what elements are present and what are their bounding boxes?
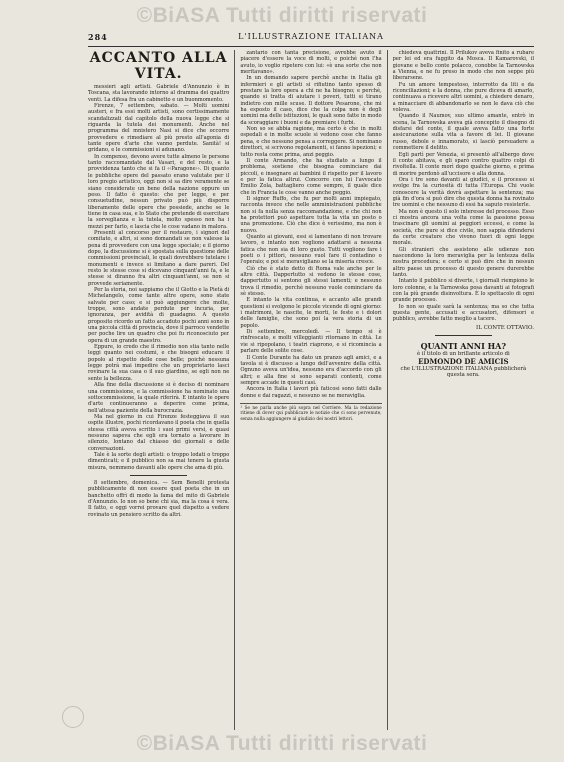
paragraph: Firenze, 7 settembre, sabato. — Molti uomini austeri, e fra essi molti artisti, sono certissimamente scandalizzati dal capitolo della nuova legge che si riguarda la tutela dei monumenti. Anche nel programma del mnistero Nasi si dice che occorre provvedere e rimediare al più presto all'agonia di tante opere d'arte che vanno perdute. Sanità! si gridano, e le commissioni si adunano. bbox=[88, 103, 230, 154]
column-divider bbox=[234, 50, 235, 730]
paragraph: messieri agli artisti. Gabriele d'Annunzio è in Toscana, sta lavorando intorno al dramma dei quattro venti. La difesa fra un cabinetto e un buonmomento. bbox=[88, 84, 230, 103]
watermark-bottom: ©BiASA Tutti diritti riservati bbox=[136, 732, 428, 755]
paragraph: Non so se abbia ragione, ma certo è che in molti ospedali e in molte scuole si vedono cose che fanno pena, e che nessuno pensa a correggere. Si nominano direttori, si scrivono regolamenti, si fanno ispezioni; e tutto resta come prima, anzi peggio. bbox=[240, 126, 382, 158]
paragraph: Il conte Armando, che ha studiato a lungo il problema, sostiene che bisogna cominciare dai piccoli, e insegnare ai bambini il rispetto per il lavoro e per la fatica altrui. Concorre con lui l'avvocato Emilio Zola, battagliero come sempre, il quale dice che in Francia le cose vanno anche peggio. bbox=[240, 157, 382, 196]
column-1 bbox=[88, 50, 229, 730]
paragraph: Intanto il pubblico si diverte, i giornali riempiono le loro colonne, e la Tarnowska posa davanti ai fotografi con la più grande disinvoltura. È lo spettacolo di ogni grande processo. bbox=[392, 278, 534, 304]
section-rule bbox=[435, 335, 492, 336]
paragraph: Il Conte Durante ha dato un pranzo agli amici, e a tavola si è discusso a lungo dell'avvenire della città. Ognuno aveva un'idea, nessuno era d'accordo con gli altri; e alla fine si sono separati contenti, come sempre accade in questi casi. bbox=[240, 354, 382, 386]
journal-title: L'ILLUSTRAZIONE ITALIANA bbox=[238, 32, 384, 41]
paragraph: Eppure, io credo che il rimedio non stia tanto nelle leggi quanto nei costumi, e che bisogni educare il popolo al rispetto delle cose belle; poichè nessuna legge potrà mai impedire che un proprietario lasci rovinare la sua casa o il suo giardino, se egli non ne sente la bellezza. bbox=[88, 344, 230, 382]
paragraph: Io non so quale sarà la sentenza; ma so che tutta questa gente, accusati e accusatori, difensori e pubblico, avrebbe fatto meglio a tacere. bbox=[392, 303, 534, 323]
page-number: 284 bbox=[88, 32, 108, 42]
paragraph: Il signor Ruffo, che fu per molti anni impiegato, racconta invece che nelle amministrazioni pubbliche non si fa nulla senza raccomandazione, e che chi non ha protettori può aspettare tutta la vita un posto o una promozione. Ciò che dice è verissimo, ma non è nuovo. bbox=[240, 195, 382, 234]
paragraph: Alla fine della discussione si è deciso di nominare una commissione, e la commissione ha nominato una sottocommissione, la quale riferirà. E intanto le opere d'arte continueranno a deperire come prima, nell'attesa paziente della burocrazia. bbox=[88, 382, 230, 414]
paragraph: Quanto ai giovani, essi si lamentano di non trovare lavoro, e intanto non vogliono adattarsi a nessuna fatica che non sia di loro gusto. Tutti vogliono fare i poeti o i pittori, nessuno vuol fare il contadino o l'operaio; e poi si meravigliano se la miseria cresce. bbox=[240, 233, 382, 266]
paragraph: Ora i tre sono davanti ai giudici, e il processo si svolge fra la curiosità di tutta l'Europa. Chi vuole conoscere la verità dovrà aspettare la sentenza; ma già fin d'ora si può dire che questa donna ha rovinato tre uomini e che nessuno di essi ha saputo resisterle. bbox=[392, 176, 534, 209]
box-line-1: è il titolo di un brillante articolo di bbox=[416, 351, 510, 358]
paragraph: zantario con tanta precisione, avrebbe avuto il piacere d'essere la voce di molti, e poichè non l'ha avuto, io voglio ripetere con lui: «è una sorte che non meritavano». bbox=[240, 50, 382, 76]
section-rule bbox=[130, 475, 187, 476]
paragraph: chiedeva quattrini. Il Prilukov aveva finito a rubare per lei ed era fuggito da Mosca. Il Kamarovski, il giovane e bello conte polacco, conobbe la Tarnowska a Vienna, e ne fu preso in modo che non seppe più liberarsene. bbox=[392, 50, 534, 82]
column-2 bbox=[240, 50, 381, 730]
box-title: QUANTI ANNI HA? bbox=[420, 341, 507, 352]
footnote: ¹ Se ne parla anche più sopra nel Corriere. Ma la redazione ritiene di dover qui pubblicare le notizie che ci sono pervenute, senza nulla aggiungere al giudizio dei nostri lettori. bbox=[240, 403, 381, 422]
article-columns bbox=[88, 50, 534, 730]
paragraph: Di settembre, mercoledì. — Il tempo si è rinfrescato, e molti villeggianti ritornano in città. Le vie si ripopolano, i teatri riaprono, e si ricomincia a parlare delle solite cose. bbox=[240, 329, 382, 355]
box-author: EDMONDO DE AMICIS bbox=[418, 356, 509, 366]
paragraph: In compenso, devono avere tutte almeno le persone tanto raccomandate dal Vasari, e del resto, e la provvidenza tanto che si fa il ‹‹Paragone››. Di quanto le pubbliche opere del passato erano valutate per il loro pregio artistico, oggi non si sa dire veramente se siano considerate un bene della nazione oppure un peso. Il fatto è questo: che per legge, e per consuetudine, nessun privato può più disporre liberamente delle opere che possiede, anche se le tiene in casa sua, e lo Stato che pretende di esercitare la sorveglianza e la tutela, molto spesso non ha i mezzi per farlo, e lascia che le cose vadano in malora. bbox=[88, 153, 230, 230]
library-stamp bbox=[62, 706, 84, 728]
page-header bbox=[88, 32, 534, 47]
paragraph: Ancora in Italia i lavori più faticosi sono fatti dalle donne e dai ragazzi, e nessuno se ne meraviglia. bbox=[240, 386, 382, 399]
paragraph: Ciò che è stato detto di Roma vale anche per le altre città. Dappertutto si vedono le stesse cose, dappertutto si sentono gli stessi lamenti; e nessuno trova il rimedio, perchè nessuno vuole cominciare da sè stesso. bbox=[240, 265, 382, 298]
column-divider bbox=[387, 50, 388, 730]
paragraph: Egli partì per Venezia, si presentò all'albergo dove il conte abitava, e gli sparò contro quattro colpi di rivoltella. Il conte morì dopo qualche giorno, e prima di morire perdonò all'uccisore e alla donna. bbox=[392, 151, 534, 177]
paragraph: E intanto la vita continua, e accanto alle grandi questioni si svolgono le piccole vicende di ogni giorno: i matrimoni, le nascite, le morti, le feste e i dolori delle famiglie, che sono poi la vera storia di un popolo. bbox=[240, 297, 382, 329]
paragraph: Ma nel giorno in cui Firenze festeggiava il suo ospite illustre, pochi ricordavano il poeta che in quella stessa città aveva scritto i suoi primi versi, e quasi nessuno sapeva che egli era tornato a lavorare in silenzio, lontano dal chiasso dei giornali e delle conversazioni. bbox=[88, 413, 230, 452]
paragraph: 8 settembre, domenica. — Sem Benelli protesta pubblicamente di non essere quel poeta che in un banchetto offrì di modo la fama del mito di Gabriele d'Annunzio. Io non so bene chi sia, ma la cosa è vera. Il fatto, e oggi vorrei provare quel dispetto a vedere rovinato un pensiero scritto da altri. bbox=[88, 479, 230, 518]
paragraph: Fu un amore tempestoso, interrotto da liti e da riconciliazioni; e la donna, che pure diceva di amarlo, continuava a ricevere altri uomini, a chiedere denaro, a minacciare di abbandonarlo se non le dava ciò che voleva. bbox=[392, 81, 534, 114]
paragraph: In un domando sapere perchè anche in Italia gli infermieri e gli artisti si rifiutino tanto spesso di prestare la loro opera a chi ne ha bisogno; e perchè, quando si tratta di aiutare i poveri, tutti si tirano indietro con mille scuse. Il dottore Pesarone, che mi ha esposto il caso, dice che la colpa non è degli uomini ma delle istituzioni, le quali sono fatte in modo da scoraggiare i buoni e da premiare i furbi. bbox=[240, 75, 382, 126]
paragraph: Ma non è questo il solo interesse del processo. Esso ci mostra ancora una volta come la passione possa trascinare gli uomini ai peggiori eccessi, e come la società, che pure si dice civile, non sappia difendersi da certe creature che vivono fuori di ogni legge morale. bbox=[392, 208, 534, 247]
paragraph: Quando il Naumov, suo ultimo amante, entrò in scena, la Tarnowska aveva già concepito il disegno di disfarsi del conte, il quale aveva fatto una forte assicurazione sulla vita a favore di lei. Il giovane russo, debole e innamorato, si lasciò persuadere a commettere il delitto. bbox=[392, 113, 534, 152]
watermark: ©BiASA Tutti diritti riservati bbox=[136, 4, 428, 27]
box-line-2: che L'ILLUSTRAZIONE ITALIANA pubblicherà questa sera. bbox=[400, 365, 527, 378]
paragraph: Gli stranieri che assistono alle udienze non nascondono la loro meraviglia per la lentezza della nostra procedura; e certo si può dire che in nessun altro paese un processo di questo genere durerebbe tanto. bbox=[392, 246, 534, 279]
paragraph: Presenti al concorso per il restauro, i signori del comitato, e altri, si sono domandati se non valesse la pena di provvedere con una legge speciale; e il giorno dopo, la discussione si è spostata sulla questione delle commissioni provinciali, le quali dovrebbero tutelare i monumenti e invece si limitano a dare pareri. Del resto le stesse cose si dicevano cinquant'anni fa, e le stesse si diranno fra altri cinquant'anni, se non si provvede seriamente. bbox=[88, 229, 230, 287]
column-3 bbox=[393, 50, 534, 730]
paragraph: Tale è la sorte degli artisti: o troppo lodati o troppo dimenticati; e il pubblico non sa mai tenere la giusta misura, nemmeno davanti alle opere che ama di più. bbox=[88, 451, 230, 471]
article-title: ACCANTO ALLA VITA. bbox=[89, 50, 228, 82]
paragraph: Per la storia, noi sappiamo che il Giotto e la Pietà di Michelangelo, come tante altre opere, sono state salvate per caso; e si può aggiungere che molte, troppe, sono andate perdute per incuria, per ignoranza, per avidità di guadagno. A questo proposito ricordo un fatto accaduto pochi anni sono in una piccola città di provincia, dove il parroco vendette per poche lire un quadro che poi fu riconosciuto per opera di un grande maestro. bbox=[88, 287, 230, 344]
signature: IL CONTE OTTAVIO. bbox=[476, 324, 534, 331]
